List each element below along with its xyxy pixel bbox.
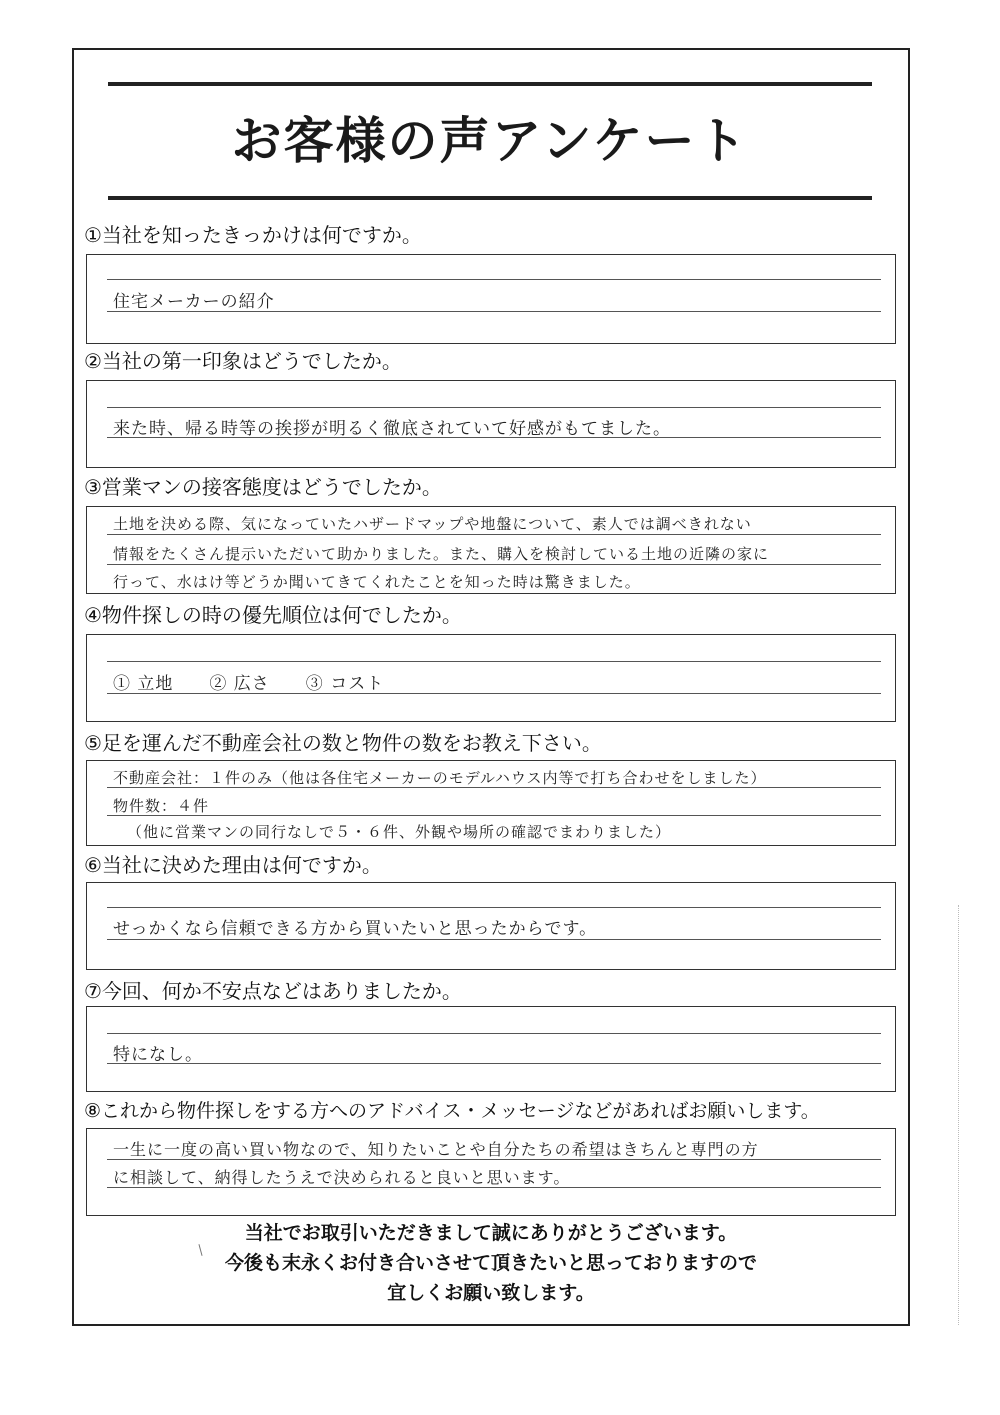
answer-line xyxy=(107,907,881,908)
answer-line xyxy=(107,564,881,565)
answer-text-1: 住宅メーカーの紹介 xyxy=(113,292,275,312)
answer-text-8a: 一生に一度の高い買い物なので、知りたいことや自分たちの希望はきちんと専門の方 xyxy=(113,1140,759,1159)
answer-line xyxy=(107,1063,881,1064)
answer-box-8 xyxy=(86,1128,896,1216)
question-7: ⑦今回、何か不安点などはありましたか。 xyxy=(84,979,462,1003)
question-8: ⑧これから物件探しをする方へのアドバイス・メッセージなどがあればお願いします。 xyxy=(84,1100,820,1122)
question-4: ④物件探しの時の優先順位は何でしたか。 xyxy=(84,603,462,627)
answer-text-2: 来た時、帰る時等の挨拶が明るく徹底されていて好感がもてました。 xyxy=(113,419,671,439)
answer-text-3a: 土地を決める際、気になっていたハザードマップや地盤について、素人では調べきれない xyxy=(113,515,752,533)
answer-box-2 xyxy=(86,380,896,468)
survey-sheet xyxy=(72,48,910,1326)
page-title: お客様の声アンケート xyxy=(231,112,749,170)
answer-box-6 xyxy=(86,882,896,970)
answer-box-3 xyxy=(86,506,896,594)
answer-box-7 xyxy=(86,1006,896,1092)
question-3: ③営業マンの接客態度はどうでしたか。 xyxy=(84,475,442,499)
answer-text-5a: 不動産会社：１件のみ（他は各住宅メーカーのモデルハウス内等で打ち合わせをしました） xyxy=(113,769,767,787)
answer-box-5 xyxy=(86,760,896,846)
answer-line xyxy=(107,279,881,280)
question-5: ⑤足を運んだ不動産会社の数と物件の数をお教え下さい。 xyxy=(84,731,602,755)
title-rule-top xyxy=(108,82,872,86)
question-1: ①当社を知ったきっかけは何ですか。 xyxy=(84,223,422,247)
answer-box-4 xyxy=(86,634,896,722)
answer-line xyxy=(107,1033,881,1034)
answer-text-8b: に相談して、納得したうえで決められると良いと思います。 xyxy=(113,1168,571,1187)
answer-line xyxy=(107,407,881,408)
answer-text-5b: 物件数：４件 xyxy=(113,797,210,815)
question-6: ⑥当社に決めた理由は何ですか。 xyxy=(84,853,382,877)
answer-text-7: 特になし。 xyxy=(113,1045,203,1065)
answer-text-3c: 行って、水はけ等どうか聞いてきてくれたことを知った時は驚きました。 xyxy=(113,573,641,591)
answer-line xyxy=(107,534,881,535)
answer-line xyxy=(107,815,881,816)
closing-line-3: 宜しくお願い致します。 xyxy=(387,1282,595,1304)
answer-line xyxy=(107,661,881,662)
answer-text-4: ① 立地 ② 広さ ③ コスト xyxy=(113,674,385,694)
closing-line-2: 今後も末永くお付き合いさせて頂きたいと思っておりますので xyxy=(224,1252,757,1274)
answer-text-5c: （他に営業マンの同行なしで５・６件、外観や場所の確認でまわりました） xyxy=(127,823,672,841)
answer-line xyxy=(107,939,881,940)
answer-text-3b: 情報をたくさん提示いただいて助かりました。また、購入を検討している土地の近隣の家に xyxy=(113,545,770,563)
answer-text-6: せっかくなら信頼できる方から買いたいと思ったからです。 xyxy=(113,919,598,939)
closing-line-1: 当社でお取引いただきまして誠にありがとうございます。 xyxy=(244,1222,738,1244)
question-2: ②当社の第一印象はどうでしたか。 xyxy=(84,349,402,373)
scan-edge-mark xyxy=(958,905,960,1325)
title-rule-bottom xyxy=(108,196,872,200)
answer-box-1 xyxy=(86,254,896,344)
title-block xyxy=(108,78,872,218)
